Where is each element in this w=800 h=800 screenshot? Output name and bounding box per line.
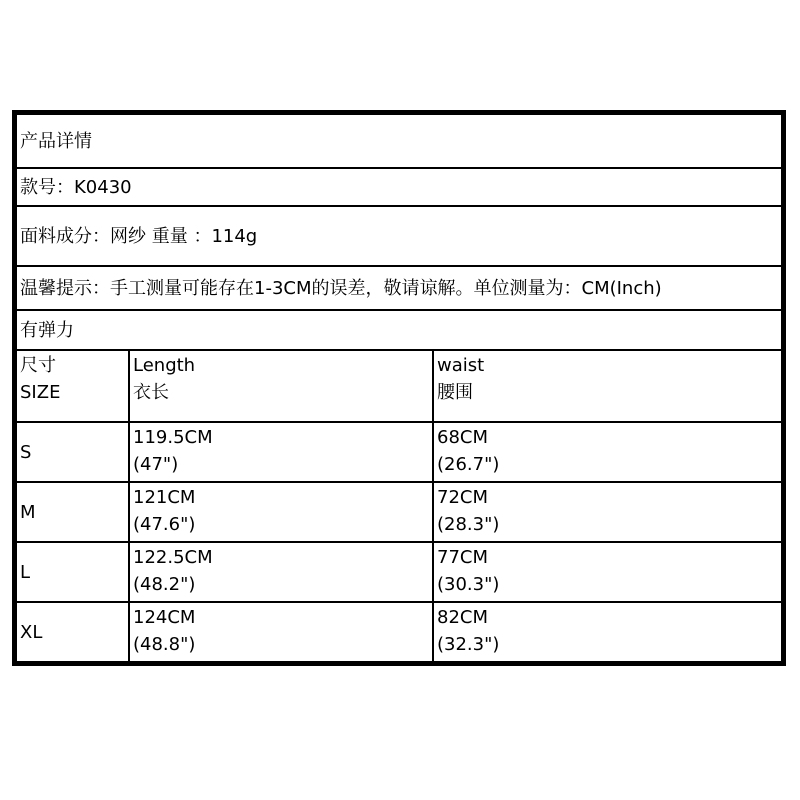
header-length-cn: 衣长 <box>133 382 169 403</box>
product-details-title: 产品详情 <box>16 114 782 168</box>
size-row-l <box>16 542 782 602</box>
waist-value <box>433 542 782 602</box>
header-length <box>129 350 433 422</box>
waist-cm: 72CM <box>437 487 489 508</box>
size-table-header <box>16 350 782 422</box>
product-spec-table <box>15 113 783 663</box>
header-waist-cn: 腰围 <box>437 382 473 403</box>
waist-inch: (30.3") <box>437 574 500 595</box>
size-label: L <box>16 542 129 602</box>
header-waist <box>433 350 782 422</box>
length-cm: 122.5CM <box>133 547 213 568</box>
waist-cm: 82CM <box>437 607 489 628</box>
length-value <box>129 602 433 662</box>
waist-value <box>433 602 782 662</box>
length-inch: (47.6") <box>133 514 196 535</box>
length-value <box>129 422 433 482</box>
waist-value <box>433 482 782 542</box>
size-label: S <box>16 422 129 482</box>
size-label: M <box>16 482 129 542</box>
size-row-xl <box>16 602 782 662</box>
fabric-row <box>16 206 782 266</box>
length-cm: 119.5CM <box>133 427 213 448</box>
length-cm: 124CM <box>133 607 196 628</box>
tip-row <box>16 266 782 310</box>
waist-inch: (28.3") <box>437 514 500 535</box>
waist-cm: 68CM <box>437 427 489 448</box>
elasticity-note: 有弹力 <box>16 310 782 350</box>
header-size-cn: 尺寸 <box>20 355 56 376</box>
length-inch: (48.8") <box>133 634 196 655</box>
waist-inch: (32.3") <box>437 634 500 655</box>
header-waist-en: waist <box>437 355 485 376</box>
measurement-tip: 温馨提示：手工测量可能存在1-3CM的误差，敬请谅解。单位测量为：CM(Inch) <box>16 266 782 310</box>
length-cm: 121CM <box>133 487 196 508</box>
size-label: XL <box>16 602 129 662</box>
product-spec-sheet <box>12 110 786 666</box>
length-inch: (48.2") <box>133 574 196 595</box>
waist-cm: 77CM <box>437 547 489 568</box>
style-number: 款号：K0430 <box>16 168 782 206</box>
header-length-en: Length <box>133 355 196 376</box>
title-row <box>16 114 782 168</box>
waist-value <box>433 422 782 482</box>
size-row-m <box>16 482 782 542</box>
length-inch: (47") <box>133 454 179 475</box>
length-value <box>129 542 433 602</box>
length-value <box>129 482 433 542</box>
sku-row <box>16 168 782 206</box>
waist-inch: (26.7") <box>437 454 500 475</box>
fabric-composition: 面料成分：网纱 重量 ：114g <box>16 206 782 266</box>
header-size-en: SIZE <box>20 382 61 403</box>
header-size <box>16 350 129 422</box>
size-row-s <box>16 422 782 482</box>
elastic-row <box>16 310 782 350</box>
